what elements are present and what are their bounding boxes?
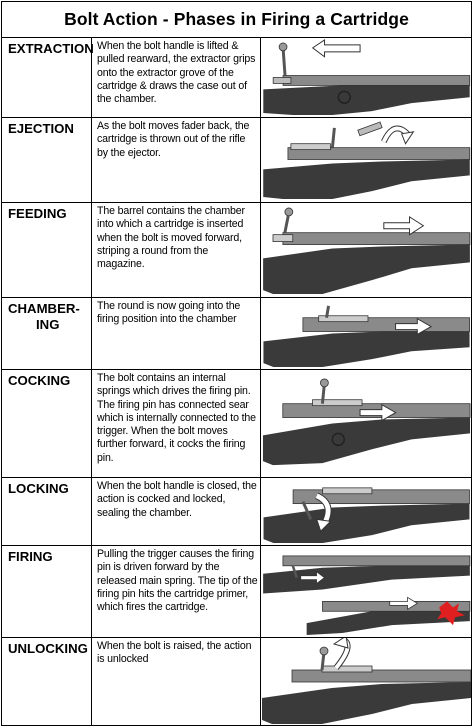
rifle-illustration [262, 298, 471, 369]
rifle-illustration [262, 478, 471, 545]
phase-row-extraction [2, 38, 471, 118]
rifle-illustration [262, 638, 471, 725]
phase-row-feeding [2, 203, 471, 298]
rifle-locking-image [262, 478, 471, 545]
phase-description: Pulling the trigger causes the firing pin is driven forward by the released main spring. The tip of the firing pin hits the cartridge primer, which fires the cartridge. [93, 546, 261, 637]
chart-title: Bolt Action - Phases in Firing a Cartridge [2, 2, 471, 38]
phase-row-locking [2, 478, 471, 546]
phase-row-chambering [2, 298, 471, 370]
rifle-firing-image [262, 546, 471, 637]
phase-row-cocking [2, 370, 471, 478]
rifle-illustration [262, 546, 471, 637]
phase-label-line1: CHAMBER- [8, 301, 80, 316]
phase-description: The bolt contains an internal springs which drives the firing pin. The firing pin has connected sear which is internally connected to the trigger. When the bolt moves further forward, it cocks the firing pin. [93, 370, 261, 477]
rifle-unlocking-image [262, 638, 471, 725]
phase-row-unlocking [2, 638, 471, 725]
phase-label-line2: ING [36, 317, 60, 332]
rifle-feeding-image [262, 203, 471, 297]
rifle-illustration [262, 118, 471, 202]
rifle-illustration [262, 38, 471, 117]
phase-label: EXTRACTION [2, 38, 92, 117]
phase-label: UNLOCKING [2, 638, 92, 725]
phase-label: LOCKING [2, 478, 92, 545]
phase-label: FIRING [2, 546, 92, 637]
phase-description: When the bolt handle is lifted & pulled rearward, the extractor grips onto the extractor grove of the cartridge & draws the case out of the chamber. [93, 38, 261, 117]
rifle-cocking-image [262, 370, 471, 477]
rifle-extraction-image [262, 38, 471, 117]
phase-description: When the bolt is raised, the action is unlocked [93, 638, 261, 725]
phase-description: As the bolt moves fader back, the cartridge is thrown out of the rifle by the ejector. [93, 118, 261, 202]
rifle-illustration [262, 203, 471, 297]
phase-label: COCKING [2, 370, 92, 477]
phase-row-ejection [2, 118, 471, 203]
phase-label: EJECTION [2, 118, 92, 202]
rifle-illustration [262, 370, 471, 477]
rifle-ejection-image [262, 118, 471, 202]
rifle-chambering-image [262, 298, 471, 369]
phase-row-firing [2, 546, 471, 638]
phase-description: The barrel contains the chamber into which a cartridge is inserted when the bolt is moved forward, striping a round from the magazine. [93, 203, 261, 297]
phase-description: The round is now going into the firing position into the chamber [93, 298, 261, 369]
phase-label [2, 298, 92, 369]
firing-phases-chart [1, 1, 472, 726]
phase-description: When the bolt handle is closed, the action is cocked and locked, sealing the chamber. [93, 478, 261, 545]
phase-label: FEEDING [2, 203, 92, 297]
